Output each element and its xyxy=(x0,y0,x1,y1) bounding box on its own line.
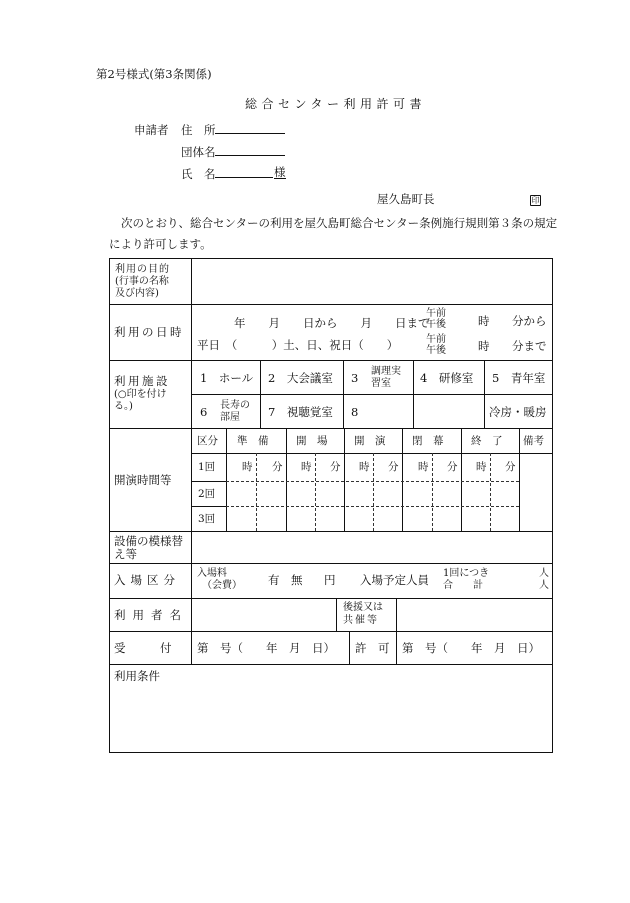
issuer: 屋久島町長 xyxy=(377,192,435,206)
permit-label: 許 可 xyxy=(355,641,390,655)
equipment-label-l1: 設備の模様替 xyxy=(114,534,183,548)
purpose-label-l3: 及び内容) xyxy=(115,288,159,299)
address-label: 住 所 xyxy=(181,123,216,137)
schedule-header-note: 備考 xyxy=(523,435,544,447)
schedule-header-end: 終 了 xyxy=(471,435,503,447)
close-ji: 時 xyxy=(418,461,429,473)
applicant-label: 申請者 xyxy=(134,123,169,137)
admission-nin-2: 人 xyxy=(539,580,549,591)
support-label-l1: 後援又は xyxy=(343,602,383,613)
admission-fee-l1: 入場料 xyxy=(197,568,227,579)
facility-cooking-num[interactable]: 3 xyxy=(351,371,359,385)
datetime-label: 利用の日時 xyxy=(114,325,184,339)
group-label: 団体名 xyxy=(181,145,216,159)
permit-number[interactable]: 第 号（ 年 月 日） xyxy=(402,641,540,655)
datetime-pm-2: 午後 xyxy=(426,345,446,356)
end-ji: 時 xyxy=(476,461,487,473)
end-fun: 分 xyxy=(505,461,516,473)
start-fun: 分 xyxy=(388,461,399,473)
prep-fun: 分 xyxy=(272,461,283,473)
schedule-header-close: 閉 幕 xyxy=(412,435,444,447)
name-suffix: 様 xyxy=(274,165,286,179)
admission-nin-1: 人 xyxy=(539,568,549,579)
address-field[interactable] xyxy=(215,121,285,134)
datetime-ji-1: 時 xyxy=(478,314,490,328)
support-label-l2: 共催等 xyxy=(343,615,379,626)
facility-large-meeting-room[interactable]: 2 大会議室 xyxy=(268,371,333,385)
schedule-row-3: 3回 xyxy=(198,513,216,525)
conditions-field[interactable] xyxy=(111,684,551,750)
start-ji: 時 xyxy=(359,461,370,473)
group-field[interactable] xyxy=(215,143,285,156)
prep-ji: 時 xyxy=(242,461,253,473)
schedule-row-2: 2回 xyxy=(198,488,216,500)
facility-cooking-l1: 調理実 xyxy=(371,366,401,377)
open-ji: 時 xyxy=(301,461,312,473)
datetime-am-2: 午前 xyxy=(426,334,446,345)
facility-other[interactable]: 8 xyxy=(351,405,359,419)
schedule-row-1: 1回 xyxy=(198,461,216,473)
datetime-until: 分まで xyxy=(512,339,547,353)
form-number: 第2号様式(第3条関係) xyxy=(96,67,212,81)
equipment-label-l2: え等 xyxy=(114,547,137,561)
open-fun: 分 xyxy=(330,461,341,473)
close-fun: 分 xyxy=(447,461,458,473)
datetime-from: 分から xyxy=(512,314,547,328)
purpose-field[interactable] xyxy=(193,260,551,303)
equipment-field[interactable] xyxy=(193,533,551,562)
seal-icon: 印 xyxy=(531,196,540,205)
reception-number[interactable]: 第 号（ 年 月 日） xyxy=(197,641,335,655)
admission-yen: 円 xyxy=(324,573,336,587)
schedule-header-category: 区分 xyxy=(197,435,218,447)
support-field[interactable] xyxy=(398,600,551,629)
facility-aircon[interactable]: 冷房・暖房 xyxy=(489,405,547,419)
facility-av-room[interactable]: 7 視聴覚室 xyxy=(268,405,333,419)
facility-hall[interactable]: 1 ホール xyxy=(200,371,254,385)
datetime-am-1: 午前 xyxy=(426,308,446,319)
datetime-pm-1: 午後 xyxy=(426,319,446,330)
datetime-ji-2: 時 xyxy=(478,339,490,353)
name-label: 氏 名 xyxy=(181,167,216,181)
datetime-ymd: 年 月 日から 月 日まで xyxy=(234,316,430,330)
facility-elder-l2: 部屋 xyxy=(220,412,240,423)
admission-per-time: 1回につき xyxy=(443,568,490,579)
name-field[interactable] xyxy=(215,165,273,178)
facility-cooking-l2: 習室 xyxy=(371,378,391,389)
facility-youth-room[interactable]: 5 青年室 xyxy=(492,371,546,385)
body-text-line2: により許可します。 xyxy=(109,237,212,251)
facility-elder-num[interactable]: 6 xyxy=(200,405,208,419)
schedule-label: 開演時間等 xyxy=(114,473,172,487)
conditions-label: 利用条件 xyxy=(114,669,160,683)
reception-label: 受 付 xyxy=(114,641,172,655)
facility-label-l2: (○印を付け xyxy=(114,389,167,400)
admission-fee-l2: （会費） xyxy=(202,580,242,591)
schedule-header-open: 開 場 xyxy=(296,435,328,447)
body-text-line1: 次のとおり、総合センターの利用を屋久島町総合センター条例施行規則第３条の規定 xyxy=(121,216,558,230)
admission-expected: 入場予定人員 xyxy=(360,573,429,587)
admission-yes-no[interactable]: 有 無 xyxy=(268,573,303,587)
admission-total: 合 計 xyxy=(443,580,483,591)
schedule-header-start: 開 演 xyxy=(354,435,386,447)
seal-mark xyxy=(530,192,541,206)
user-field[interactable] xyxy=(193,600,334,629)
user-label: 利用者名 xyxy=(114,608,188,622)
facility-training-room[interactable]: 4 研修室 xyxy=(420,371,474,385)
facility-elder-l1: 長寿の xyxy=(220,400,250,411)
datetime-days: 平日 （ ）土、日、祝日（ ） xyxy=(197,338,399,352)
facility-label-l3: る。) xyxy=(114,401,133,412)
purpose-label-l2: (行事の名称 xyxy=(115,276,169,287)
schedule-header-prep: 準 備 xyxy=(237,435,269,447)
form-title: 総合センター利用許可書 xyxy=(245,97,427,111)
purpose-label-l1: 利用の目的 xyxy=(115,264,170,275)
facility-label-l1: 利用施設 xyxy=(114,374,170,388)
admission-label: 入場区分 xyxy=(114,573,180,587)
